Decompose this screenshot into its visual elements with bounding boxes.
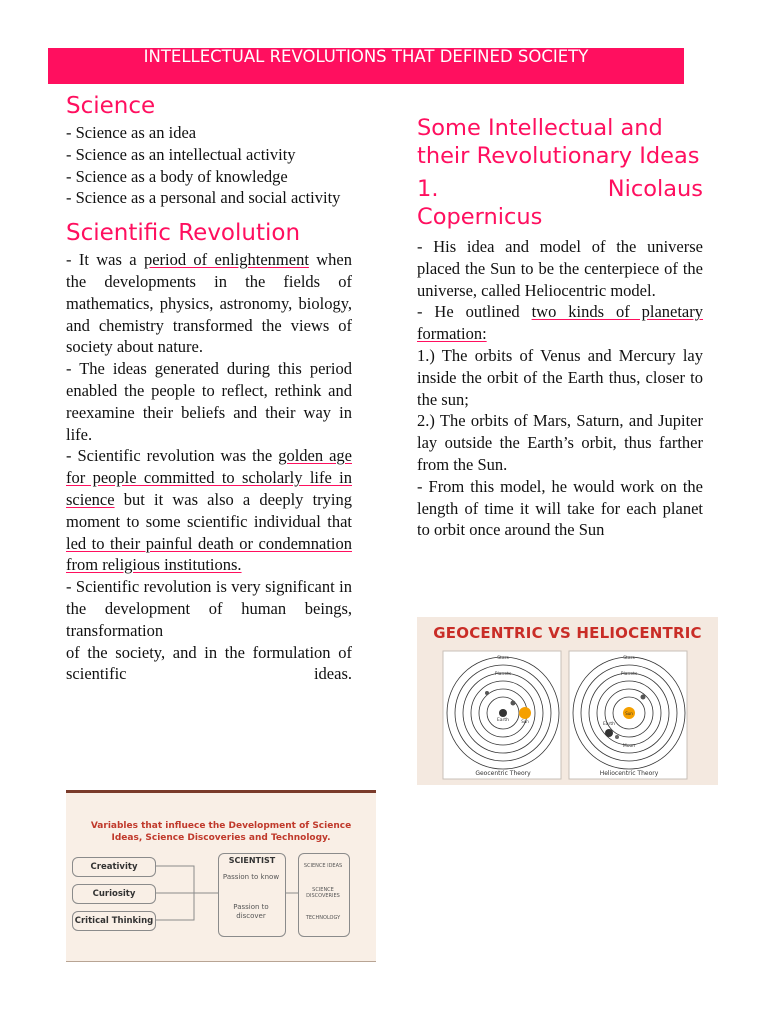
moon-icon: [615, 735, 619, 739]
earth-center-icon: [499, 709, 507, 717]
document-banner: [48, 48, 684, 84]
revolution-paragraph-4-cont: of the society, and in the formulation of scientific ideas.: [66, 642, 352, 684]
science-item: - Science as an intellectual activity: [66, 144, 296, 164]
earth-icon: [605, 729, 613, 737]
infographic-title: Variables that influece the Development of Science Ideas, Science Discoveries and Technology.: [90, 821, 352, 843]
planets-label: Planets: [494, 672, 512, 677]
copernicus-paragraph-5: - From this model, he would work on the length of time it will take for each planet to orbit once around the Sun: [417, 476, 703, 540]
svg-text:Earth: Earth: [602, 722, 616, 727]
copernicus-paragraph-4: 2.) The orbits of Mars, Saturn, and Jupiter lay outside the Earth’s orbit, thus farther from the Sun.: [417, 411, 703, 474]
geocentric-vs-heliocentric-figure: [417, 617, 718, 785]
science-item: - Science as a personal and social activity: [66, 188, 341, 208]
svg-text:Sun: Sun: [625, 711, 633, 716]
underlined-phrase: two kinds of planetary formation:: [417, 302, 704, 344]
factor-creativity: Creativity: [72, 857, 156, 877]
revolution-paragraph-4: - Scientific revolution is very significant in the development of human beings, transformation: [66, 577, 352, 640]
copernicus-heading: 1. Nicolaus: [417, 176, 703, 202]
svg-text:Planets: Planets: [620, 672, 638, 677]
passion-to-know: Passion to know: [222, 873, 280, 881]
intellectuals-heading: Some Intellectual and their Revolutionary Ideas: [417, 115, 700, 169]
copernicus-paragraph-2: - He outlined two kinds of planetary formation:: [417, 302, 704, 344]
science-heading: Science: [66, 93, 156, 119]
passion-to-discover: Passion to discover: [233, 903, 269, 920]
scientist-box: SCIENTIST: [218, 853, 286, 937]
underlined-phrase: golden age for people committed to scholarly life in science: [66, 446, 352, 509]
revolution-paragraph-2: - The ideas generated during this period enabled the people to reflect, rethink and reexamine their beliefs and their way in life.: [66, 359, 352, 444]
orbit-diagrams: [417, 617, 718, 785]
science-item: - Science as an idea: [66, 123, 197, 142]
document-title: INTELLECTUAL REVOLUTIONS THAT DEFINED SOCIETY: [143, 47, 589, 66]
copernicus-paragraph-1: - His idea and model of the universe placed the Sun to be the centerpiece of the universe, called Heliocentric model.: [417, 237, 703, 300]
output-science-discoveries: SCIENCE DISCOVERIES: [306, 887, 340, 899]
right-column: [417, 114, 703, 541]
left-column: [66, 90, 352, 685]
copernicus-heading-cont: Copernicus: [417, 204, 543, 230]
geocentric-caption: Geocentric Theory: [475, 770, 531, 777]
underlined-phrase: period of enlightenment: [143, 250, 309, 270]
figure-title: GEOCENTRIC VS HELIOCENTRIC: [433, 624, 702, 642]
scientific-revolution-heading: Scientific Revolution: [66, 220, 301, 247]
moon-label: Moon: [622, 744, 636, 749]
svg-text:Stars: Stars: [623, 656, 635, 661]
underlined-phrase: led to their painful death or condemnation from religious institutions.: [66, 533, 352, 575]
sun-label: Sun: [521, 719, 529, 724]
output-technology: TECHNOLOGY: [305, 915, 341, 921]
stars-label: Stars: [497, 656, 509, 661]
revolution-paragraph-3: - Scientific revolution was the golden age for people committed to scholarly life in science but it was also a deeply trying moment to some scientific individual that led to their painful death or condemnation from religious institutions.: [66, 446, 352, 575]
copernicus-paragraph-3: 1.) The orbits of Venus and Mercury lay inside the orbit of the Earth thus, closer to the sun;: [417, 345, 703, 409]
science-item: - Science as a body of knowledge: [66, 166, 288, 186]
variables-infographic: [66, 790, 376, 962]
heliocentric-caption: Heliocentric Theory: [599, 770, 659, 777]
revolution-paragraph-1: - It was a period of enlightenment when the developments in the fields of mathematics, physics, astronomy, biology, and chemistry transformed the views of society about nature.: [66, 250, 353, 357]
factor-critical-thinking: Critical Thinking: [72, 911, 156, 931]
earth-label: Earth: [496, 718, 510, 723]
output-science-ideas: SCIENCE IDEAS: [303, 863, 343, 869]
factor-curiosity: Curiosity: [72, 884, 156, 904]
sun-icon: [519, 707, 531, 719]
